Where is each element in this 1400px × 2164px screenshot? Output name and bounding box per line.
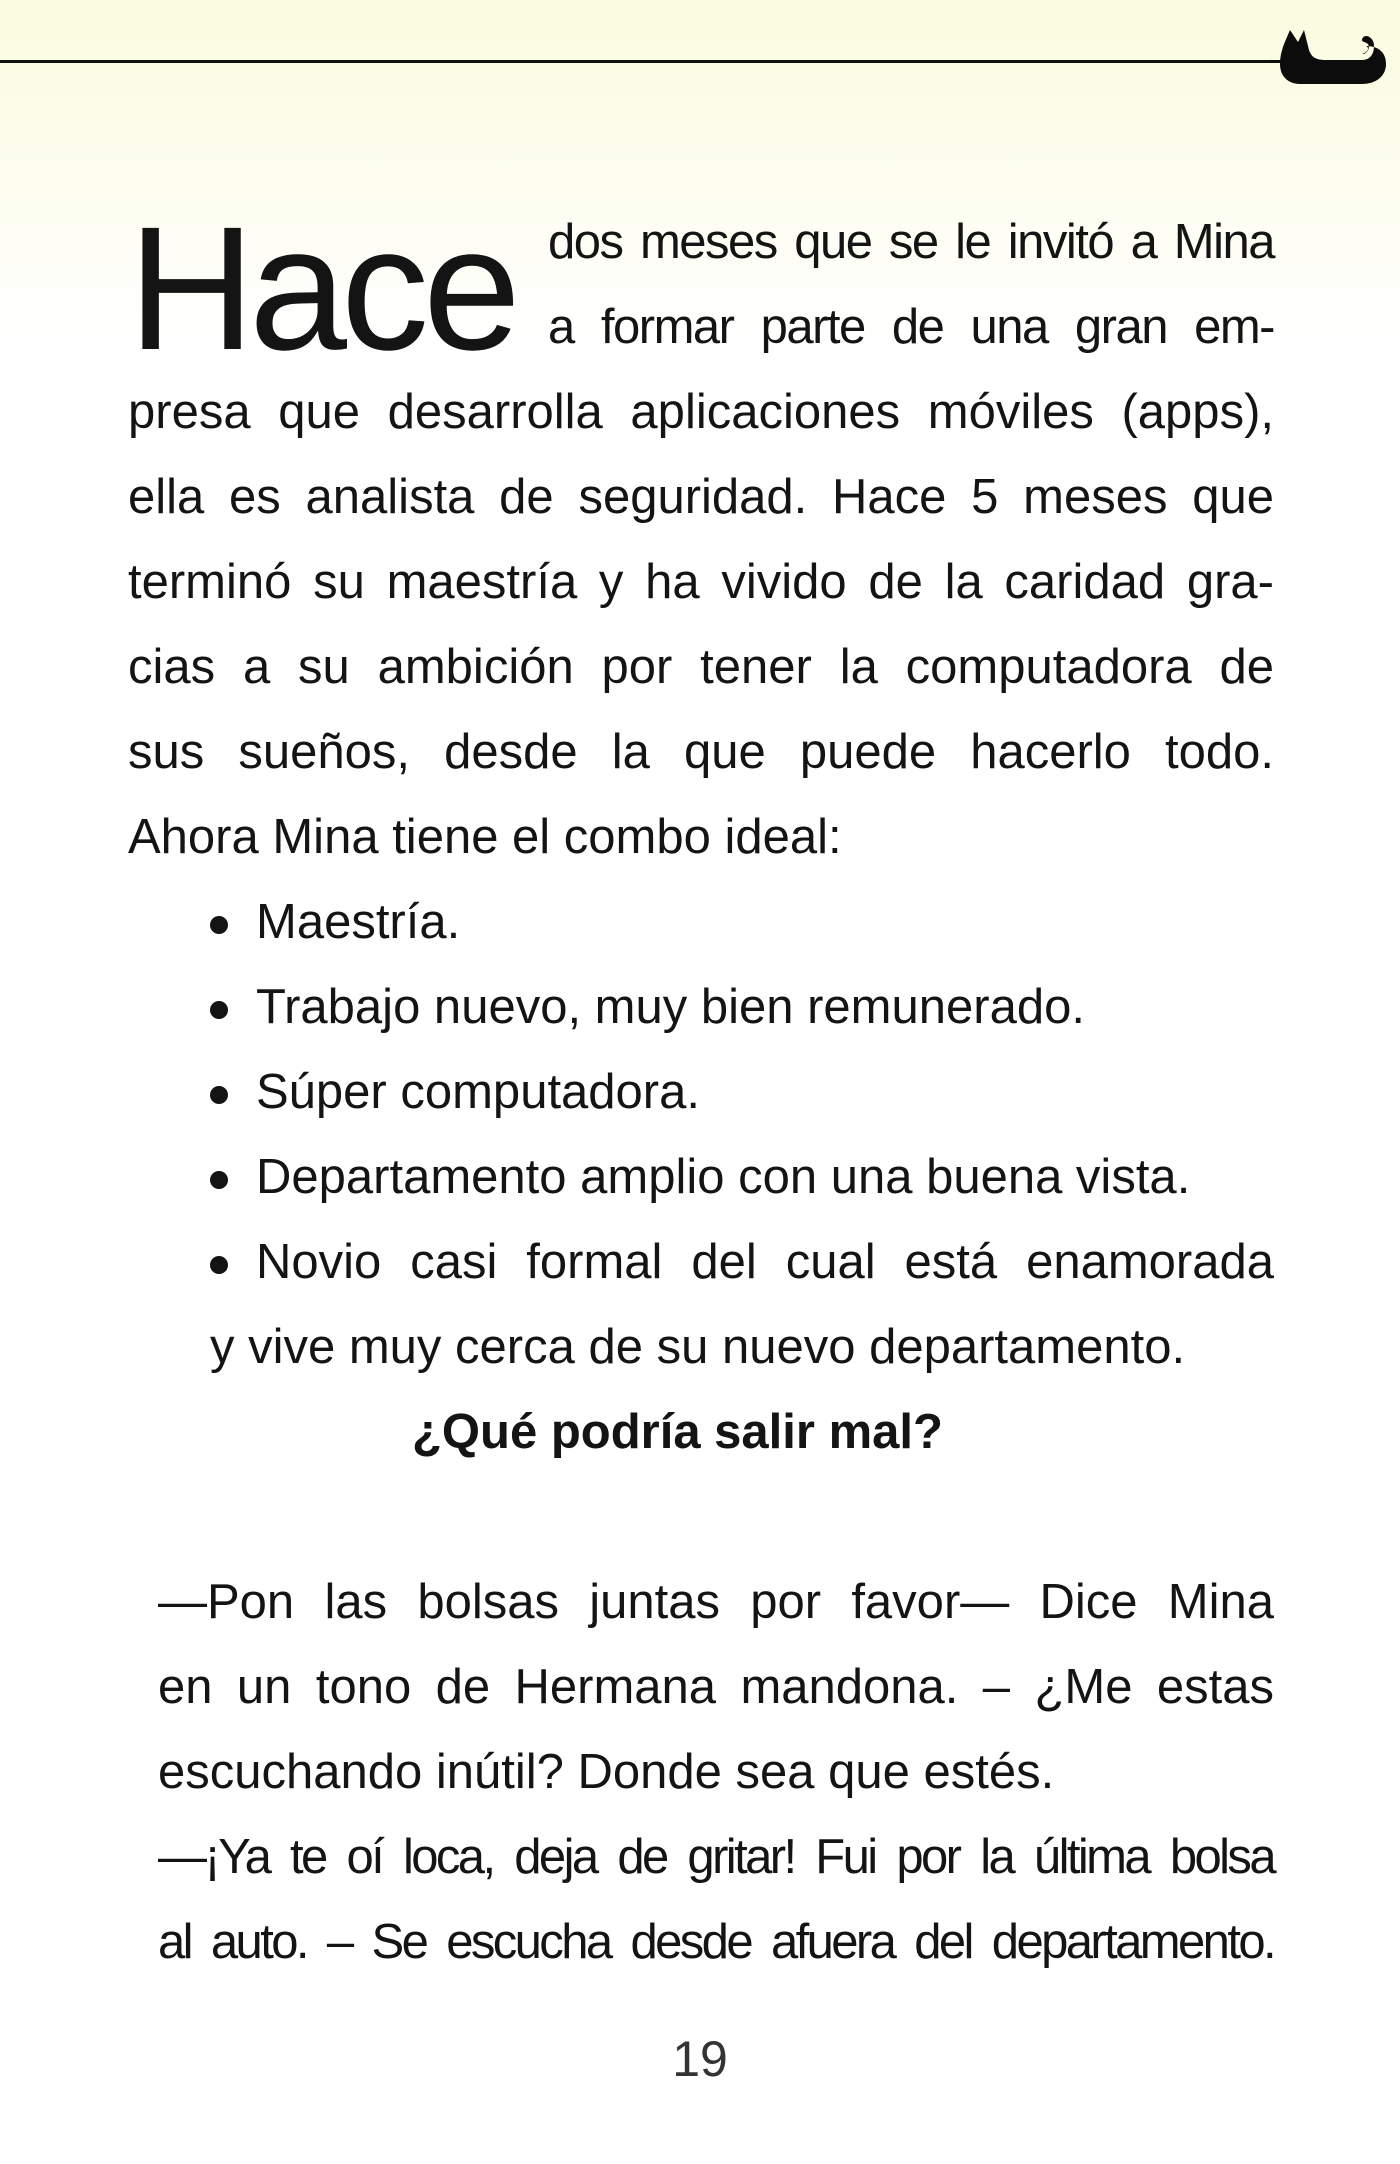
- list-item: [128, 1050, 1274, 1135]
- opening-paragraph: [128, 191, 1274, 387]
- text-line: terminó su maestría y ha vivido de la caridad gra-: [128, 555, 1274, 609]
- list-item-text: Maestría.: [256, 895, 461, 949]
- text-line: ella es analista de seguridad. Hace 5 meses que: [128, 470, 1274, 524]
- intro-line: a formar parte de una gran em-: [548, 300, 1274, 354]
- bullet-dot-icon: [210, 1171, 228, 1189]
- text-line: cias a su ambición por tener la computadora de: [128, 640, 1274, 694]
- dialogue-line: —Pon las bolsas juntas por favor— Dice Mina: [158, 1575, 1274, 1629]
- list-item-text: Súper computadora.: [256, 1065, 700, 1119]
- list-item-continuation: y vive muy cerca de su nuevo departamento.: [210, 1320, 1186, 1374]
- bullet-dot-icon: [210, 1086, 228, 1104]
- list-item-text: Trabajo nuevo, muy bien remunerado.: [256, 980, 1085, 1034]
- header-rule: [0, 60, 1278, 63]
- text-line: sus sueños, desde la que puede hacerlo todo.: [128, 725, 1274, 779]
- list-item-text: Novio casi formal del cual está enamorada: [256, 1235, 1274, 1289]
- drop-cap-word: Hace: [128, 191, 515, 387]
- dialogue-line: al auto. – Se escucha desde afuera del departamento.: [158, 1915, 1274, 1969]
- text-line: presa que desarrolla aplicaciones móviles (apps),: [128, 385, 1274, 439]
- bullet-dot-icon: [210, 916, 228, 934]
- intro-line: dos meses que se le invitó a Mina: [548, 215, 1274, 269]
- bullet-list: [128, 880, 1274, 1305]
- list-item: [128, 1220, 1274, 1305]
- list-item: [128, 965, 1274, 1050]
- list-item: [128, 1135, 1274, 1220]
- dialogue-line: en un tono de Hermana mandona. – ¿Me estas: [158, 1660, 1274, 1714]
- text-line: Ahora Mina tiene el combo ideal:: [128, 810, 842, 864]
- dialogue-line: —¡Ya te oí loca, deja de gritar! Fui por la última bolsa: [158, 1830, 1274, 1884]
- bullet-dot-icon: [210, 1256, 228, 1274]
- page-body: [128, 191, 1274, 1985]
- intro-lines: [548, 200, 1274, 370]
- list-item: [128, 880, 1274, 965]
- question-heading: ¿Qué podría salir mal?: [412, 1405, 943, 1459]
- paragraph: [128, 370, 1274, 880]
- page-number: 19: [672, 2031, 728, 2087]
- dialogue-section: [128, 1560, 1274, 1985]
- bullet-dot-icon: [210, 1001, 228, 1019]
- cat-silhouette-icon: [1270, 22, 1390, 94]
- dialogue-line: escuchando inútil? Donde sea que estés.: [158, 1745, 1055, 1799]
- list-item-text: Departamento amplio con una buena vista.: [256, 1150, 1191, 1204]
